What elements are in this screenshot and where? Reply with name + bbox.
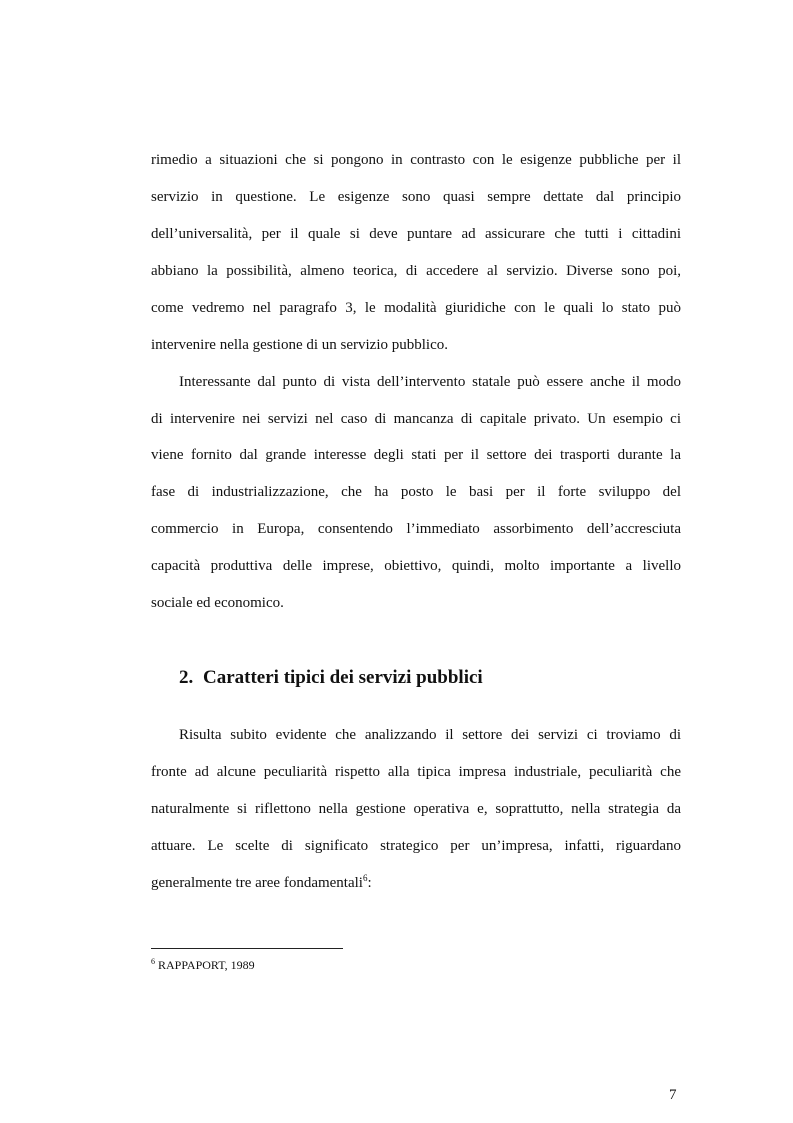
body-text-line: come vedremo nel paragrafo 3, le modalità giuridiche con le quali lo stato può (151, 300, 681, 316)
page-number: 7 (669, 1087, 677, 1103)
body-text-line: naturalmente si riflettono nella gestione operativa e, soprattutto, nella strategia da (151, 801, 681, 817)
body-text-line: capacità produttiva delle imprese, obiettivo, quindi, molto importante a livello (151, 558, 681, 574)
body-text-line (151, 873, 681, 893)
body-text-line: attuare. Le scelte di significato strategico per un’impresa, infatti, riguardano (151, 838, 681, 854)
body-text-line: fronte ad alcune peculiarità rispetto alla tipica impresa industriale, peculiarità che (151, 764, 681, 780)
body-text-line: Interessante dal punto di vista dell’intervento statale può essere anche il modo (179, 374, 681, 390)
body-text-line: commercio in Europa, consentendo l’immediato assorbimento dell’accresciuta (151, 521, 681, 537)
body-text-punctuation: : (367, 875, 372, 891)
footnote-separator (151, 948, 343, 949)
body-text-span: generalmente tre aree fondamentali (151, 875, 363, 891)
body-text-line: viene fornito dal grande interesse degli stati per il settore dei trasporti durante la (151, 447, 681, 463)
body-text-line: dell’universalità, per il quale si deve puntare ad assicurare che tutti i cittadini (151, 226, 681, 242)
body-text-line: sociale ed economico. (151, 595, 284, 611)
body-text-line: Risulta subito evidente che analizzando il settore dei servizi ci troviamo di (179, 727, 681, 743)
footnote-reference[interactable]: 6 (362, 873, 368, 883)
footnote-text: RAPPAPORT, 1989 (158, 958, 255, 972)
body-text-line: intervenire nella gestione di un servizio pubblico. (151, 337, 448, 353)
body-text-line: rimedio a situazioni che si pongono in contrasto con le esigenze pubbliche per il (151, 152, 681, 168)
footnote (151, 957, 255, 973)
body-text-line: servizio in questione. Le esigenze sono quasi sempre dettate dal principio (151, 189, 681, 205)
footnote-marker: 6 (151, 957, 155, 966)
section-number: 2. (179, 667, 194, 688)
body-text-line: fase di industrializzazione, che ha posto le basi per il forte sviluppo del (151, 484, 681, 500)
body-text-line: abbiano la possibilità, almeno teorica, di accedere al servizio. Diverse sono poi, (151, 263, 681, 279)
section-title: Caratteri tipici dei servizi pubblici (203, 667, 483, 688)
section-heading (179, 666, 483, 690)
body-text-line: di intervenire nei servizi nel caso di mancanza di capitale privato. Un esempio ci (151, 411, 681, 427)
